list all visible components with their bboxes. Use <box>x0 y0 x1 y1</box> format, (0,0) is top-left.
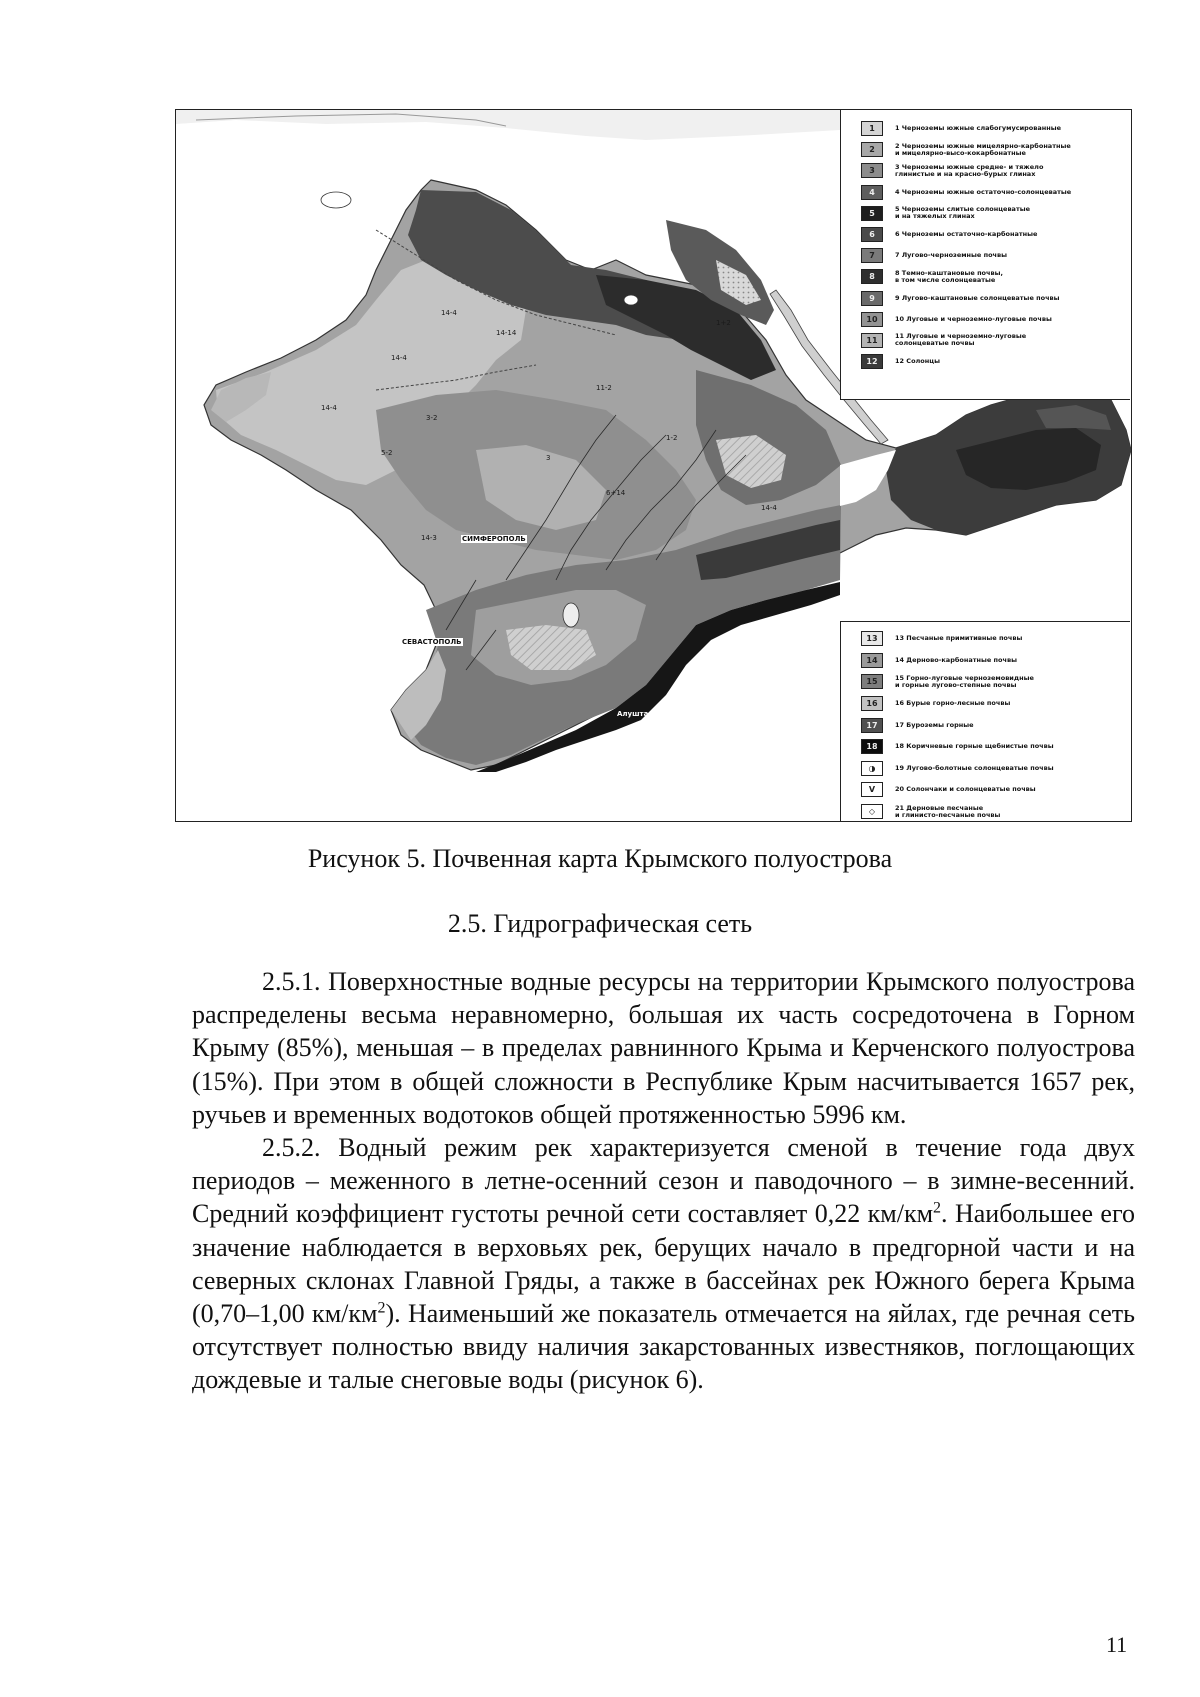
legend-swatch: 17 <box>861 718 883 733</box>
legend-swatch: ◑ <box>861 761 883 776</box>
legend-item <box>841 351 1130 372</box>
superscript: 2 <box>377 1299 386 1317</box>
legend-swatch: 11 <box>861 333 883 348</box>
legend-label: 9 Лугово-каштановые солонцеватые почвы <box>895 293 1060 302</box>
legend-item <box>841 224 1130 245</box>
paragraph-text: . Наибольшее его значение наблюдается в верховьях рек, берущих начало в предгорной части и на северных склонах Главной Гряды, а также в бассейнах рек Южного берега Крыма (0,70–1,00 км/км <box>192 1199 1135 1329</box>
legend-label: 11 Луговые и черноземно-луговые солонцеватые почвы <box>895 332 1027 348</box>
legend-swatch: 18 <box>861 739 883 754</box>
legend-item <box>841 266 1130 287</box>
legend-swatch: 8 <box>861 269 883 284</box>
map-label-alushta: Алушта <box>617 710 649 718</box>
svg-text:14-4: 14-4 <box>321 404 337 412</box>
legend-label: 13 Песчаные примитивные почвы <box>895 634 1023 643</box>
legend-item <box>841 139 1130 160</box>
legend-label: 12 Солонцы <box>895 357 940 366</box>
legend-item <box>841 801 1130 822</box>
figure-caption: Рисунок 5. Почвенная карта Крымского полуострова <box>307 844 893 873</box>
soil-map-figure <box>175 109 1132 822</box>
svg-text:14-4: 14-4 <box>761 504 777 512</box>
legend-item <box>841 118 1130 139</box>
svg-text:1+2: 1+2 <box>716 319 731 327</box>
legend-swatch: 14 <box>861 653 883 668</box>
legend-item <box>841 779 1130 801</box>
legend-label: 16 Бурые горно-лесные почвы <box>895 699 1011 708</box>
svg-text:14-4: 14-4 <box>441 309 457 317</box>
legend-item <box>841 650 1130 672</box>
legend-item <box>841 309 1130 330</box>
legend-item <box>841 288 1130 309</box>
legend-item <box>841 160 1130 181</box>
legend-swatch: 3 <box>861 163 883 178</box>
body-text <box>192 965 1135 1397</box>
paragraph-2-5-2 <box>192 1131 1135 1397</box>
svg-text:3-2: 3-2 <box>426 414 438 422</box>
legend-swatch: 5 <box>861 206 883 221</box>
legend-label: 18 Коричневые горные щебнистые почвы <box>895 742 1054 751</box>
section-heading: 2.5. Гидрографическая сеть <box>447 909 753 938</box>
legend-swatch: ◇ <box>861 804 883 819</box>
legend-label: 20 Солончаки и солонцеватые почвы <box>895 785 1036 794</box>
legend-label: 8 Темно-каштановые почвы, в том числе солонцеватые <box>895 268 1003 284</box>
page-number: 11 <box>1106 1632 1128 1657</box>
legend-label: 7 Лугово-черноземные почвы <box>895 251 1007 260</box>
paragraph-text: ). Наименьший же показатель отмечается на яйлах, где речная сеть отсутствует полностью ввиду наличия закарстованных известняков, поглощающих дождевые и талые снеговые воды (рисунок 6). <box>192 1299 1136 1395</box>
legend-item <box>841 758 1130 780</box>
superscript: 2 <box>933 1199 942 1217</box>
legend-label: 14 Дерново-карбонатные почвы <box>895 655 1017 664</box>
paragraph-text: 2.5.2. Водный режим рек характеризуется сменой в течение года двух периодов – меженного в летне-осенний сезон и паводочного – в зимне-весенний. Средний коэффициент густоты речной сети составляет 0,22 км/км <box>192 1133 1135 1229</box>
svg-text:11-2: 11-2 <box>596 384 612 392</box>
map-legend-top <box>840 110 1130 400</box>
legend-swatch: 4 <box>861 185 883 200</box>
legend-item <box>841 628 1130 650</box>
legend-swatch: 13 <box>861 631 883 646</box>
legend-swatch: 10 <box>861 312 883 327</box>
legend-label: 19 Лугово-болотные солонцеватые почвы <box>895 763 1054 772</box>
legend-label: 4 Черноземы южные остаточно-солонцеватые <box>895 187 1072 196</box>
svg-text:5-2: 5-2 <box>381 449 393 457</box>
legend-item <box>841 182 1130 203</box>
legend-item <box>841 714 1130 736</box>
legend-item <box>841 203 1130 224</box>
legend-swatch: 16 <box>861 696 883 711</box>
map-legend-bottom <box>840 621 1130 821</box>
legend-label: 6 Черноземы остаточно-карбонатные <box>895 230 1038 239</box>
legend-label: 21 Дерновые песчаные и глинисто-песчаные почвы <box>895 803 1001 819</box>
legend-label: 17 Буроземы горные <box>895 720 974 729</box>
map-label-sevastopol: СЕВАСТОПОЛЬ <box>402 638 462 646</box>
legend-label: 2 Черноземы южные мицелярно-карбонатные и мицелярно-высо-кокарбонатные <box>895 141 1071 157</box>
legend-label: 3 Черноземы южные средне- и тяжело глинистые и на красно-бурых глинах <box>895 162 1044 178</box>
paragraph-2-5-1: 2.5.1. Поверхностные водные ресурсы на территории Крымского полуострова распределены весьма неравномерно, большая их часть сосредоточена в Горном Крыму (85%), меньшая – в пределах равнинного Крыма и Керченского полуострова (15%). При этом в общей сложности в Республике Крым насчитывается 1657 рек, ручьев и временных водотоков общей протяженностью 5996 км. <box>192 967 1135 1129</box>
legend-swatch: 12 <box>861 354 883 369</box>
legend-item <box>841 736 1130 758</box>
legend-label: 5 Черноземы слитые солонцеватые и на тяжелых глинах <box>895 205 1030 221</box>
legend-item <box>841 693 1130 715</box>
legend-swatch: 6 <box>861 227 883 242</box>
legend-item <box>841 671 1130 693</box>
legend-swatch: 2 <box>861 142 883 157</box>
legend-label: 15 Горно-луговые черноземовидные и горные лугово-степные почвы <box>895 673 1034 689</box>
legend-label: 1 Черноземы южные слабогумусированные <box>895 124 1062 133</box>
legend-swatch: 7 <box>861 248 883 263</box>
legend-label: 10 Луговые и черноземно-луговые почвы <box>895 314 1052 323</box>
legend-swatch: 9 <box>861 291 883 306</box>
map-label-simferopol: СИМФЕРОПОЛЬ <box>462 535 526 543</box>
legend-swatch: 15 <box>861 674 883 689</box>
legend-item <box>841 245 1130 266</box>
legend-swatch: V <box>861 782 883 797</box>
svg-text:14-4: 14-4 <box>391 354 407 362</box>
svg-text:3: 3 <box>546 454 551 462</box>
svg-text:6+14: 6+14 <box>606 489 626 497</box>
legend-item <box>841 330 1130 351</box>
svg-text:1-2: 1-2 <box>666 434 678 442</box>
legend-swatch: 1 <box>861 121 883 136</box>
svg-text:14-14: 14-14 <box>496 329 517 337</box>
svg-text:14-3: 14-3 <box>421 534 437 542</box>
